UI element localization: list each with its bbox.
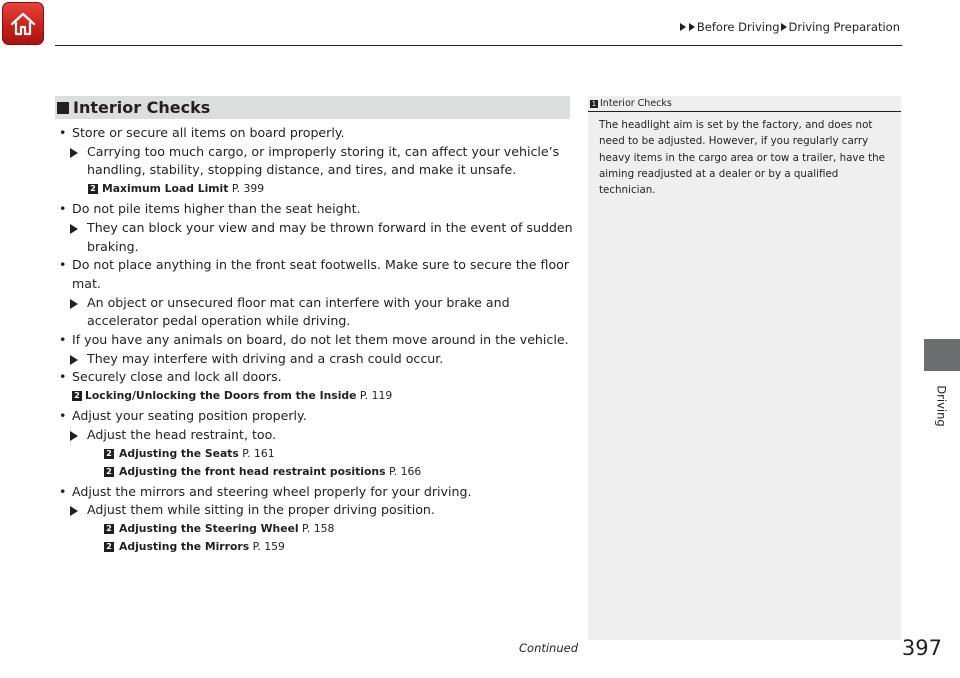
list-item: • Do not pile items higher than the seat height. (55, 200, 575, 219)
list-item: • Do not place anything in the front seat footwells. Make sure to secure the floor mat. (59, 257, 570, 291)
breadcrumb-item-driving-preparation[interactable]: Driving Preparation (788, 20, 900, 34)
breadcrumb-item-before-driving[interactable]: Before Driving (696, 20, 780, 34)
list-item: • If you have any animals on board, do not let them move around in the vehicle. (55, 331, 575, 350)
reference-icon: 2 (104, 449, 114, 459)
reference-icon: 2 (104, 467, 114, 477)
reference-icon: 2 (72, 391, 82, 401)
list-item: • Store or secure all items on board properly. (55, 124, 575, 143)
breadcrumb-arrow-icon (781, 23, 787, 31)
breadcrumb-arrow-icon (680, 23, 686, 31)
note-marker-icon: 1 (591, 99, 597, 108)
cross-reference-link[interactable]: 2 Maximum Load Limit P. 399 (55, 180, 575, 198)
chapter-tab-driving[interactable] (924, 339, 960, 371)
arrow-icon (70, 299, 78, 309)
arrow-icon (70, 431, 78, 441)
continued-label: Continued (519, 641, 579, 655)
reference-icon: 2 (104, 542, 114, 552)
reference-icon: 2 (104, 524, 114, 534)
bullet-icon: • (59, 408, 67, 424)
list-item: • Securely close and lock all doors. (55, 368, 575, 387)
list-item: • Adjust the mirrors and steering wheel properly for your driving. (55, 483, 575, 502)
note-panel (588, 96, 901, 640)
sub-item: An object or unsecured floor mat can interfere with your brake and accelerator pedal operation while driving. (55, 294, 575, 331)
breadcrumb (679, 20, 900, 34)
page-number: 397 (901, 636, 942, 660)
bullet-icon: • (59, 483, 67, 499)
note-body: The headlight aim is set by the factory, and does not need to be adjusted. However, if you regularly carry heavy items in the cargo area or tow a trailer, have the aiming readjusted at a dealer or by a qualified technician. (599, 119, 886, 197)
section-square-icon (57, 102, 69, 114)
sub-item: They can block your view and may be thrown forward in the event of sudden braking. (55, 219, 575, 256)
chapter-tab-label: Driving (935, 385, 949, 427)
bullet-icon: • (59, 201, 67, 217)
header-divider (55, 45, 902, 46)
checklist (55, 124, 575, 556)
note-title: Interior Checks (600, 98, 672, 109)
cross-reference-link[interactable]: 2 Adjusting the Steering Wheel P. 158 (55, 520, 575, 538)
bullet-icon: • (59, 125, 67, 140)
arrow-icon (70, 224, 78, 234)
arrow-icon (70, 506, 78, 516)
home-button[interactable] (2, 2, 44, 45)
cross-reference-link[interactable]: 2 Adjusting the front head restraint positions P. 166 (55, 463, 575, 481)
bullet-icon: • (59, 257, 67, 273)
reference-icon: 2 (88, 184, 98, 194)
bullet-icon: • (59, 369, 67, 385)
bullet-icon: • (59, 332, 67, 348)
sub-item: Carrying too much cargo, or improperly storing it, can affect your vehicle’s handling, stability, stopping distance, and tires, and make it unsafe. (55, 143, 575, 180)
arrow-icon (70, 355, 78, 365)
cross-reference-link[interactable]: 2 Adjusting the Seats P. 161 (55, 445, 575, 463)
sub-item: Adjust them while sitting in the proper driving position. (55, 501, 575, 520)
sub-item: They may interfere with driving and a crash could occur. (55, 350, 575, 369)
section-title: Interior Checks (73, 98, 211, 117)
list-item: • Adjust your seating position properly. (55, 407, 575, 426)
note-header (588, 96, 901, 112)
arrow-icon (70, 148, 78, 158)
cross-reference-link[interactable]: 2 Locking/Unlocking the Doors from the Inside P. 119 (55, 387, 575, 405)
home-icon (9, 10, 37, 38)
section-header (55, 96, 570, 119)
cross-reference-link[interactable]: 2 Adjusting the Mirrors P. 159 (55, 538, 575, 556)
breadcrumb-arrow-icon (689, 23, 695, 31)
sub-item: Adjust the head restraint, too. (55, 426, 575, 445)
